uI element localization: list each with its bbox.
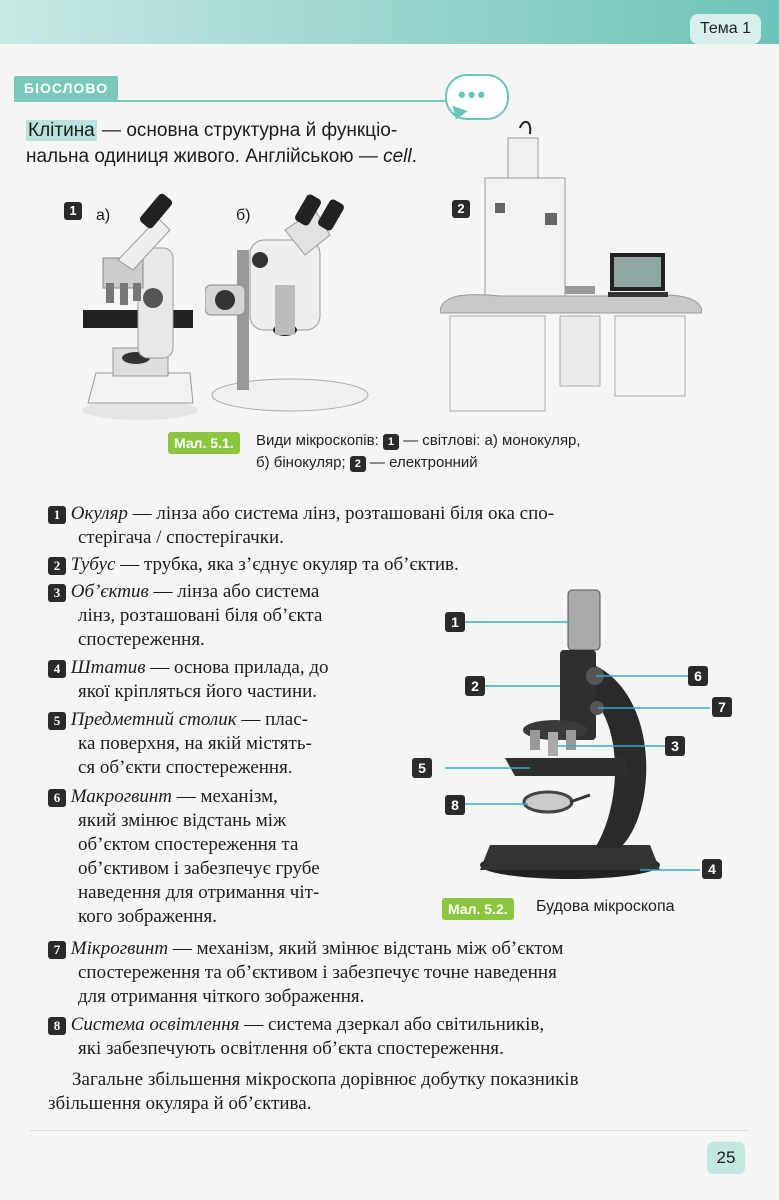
part-item-8 [48,1013,738,1061]
part-badge: 1 [48,506,66,524]
label-b: б) [236,207,251,224]
part-item-2 [48,553,728,577]
binocular-microscope-image [205,190,375,415]
part-term: Макрогвинт [70,786,173,807]
caption2-text-b: — електронний [365,454,478,471]
part-term: Окуляр [70,503,128,524]
part-text: ка поверхня, на якій містять- [78,733,312,754]
figure1-caption [256,430,696,474]
caption1-text-b: — світлові: а) монокуляр, [398,432,581,449]
definition-text-1: — основна структурна й функціо- [96,120,398,141]
part-item-5 [48,708,408,780]
part-term: Штатив [70,657,146,678]
structure-label-5: 5 [412,758,432,778]
part-text: — система дзеркал або світильників, [239,1014,545,1035]
part-item-4 [48,656,408,704]
part-text: об’єктивом і забезпечує грубе [78,858,320,879]
part-text: об’єктом спостереження та [78,834,299,855]
structure-label-7: 7 [712,697,732,717]
page-number: 25 [707,1142,745,1174]
part-text: які забезпечують освітлення об’єкта спостереження. [78,1038,504,1059]
structure-label-8: 8 [445,795,465,815]
caption1-text-a: Види мікроскопів: [256,432,383,449]
part-badge: 3 [48,584,66,602]
part-term: Об’єктив [70,581,149,602]
part-text: якої кріпляться його частини. [78,681,318,702]
part-text: — лінза або система лінз, розташовані біля ока спо- [127,503,555,524]
summary-line-1: Загальне збільшення мікроскопа дорівнює добутку показників [72,1069,579,1090]
part-text: стерігача / спостерігачки. [78,527,284,548]
part-badge: 8 [48,1017,66,1035]
structure-label-4: 4 [702,859,722,879]
definition-period: . [411,146,417,167]
label-a: а) [96,207,111,224]
microscope-structure-image [420,580,760,890]
footer-divider [30,1130,749,1131]
part-badge: 5 [48,712,66,730]
part-item-7 [48,937,738,1009]
definition-term: Клітина [28,120,95,141]
bioslovo-divider [14,100,474,102]
figure2-caption-tag: Мал. 5.2. [442,898,514,920]
part-badge: 4 [48,660,66,678]
part-text: ся об’єкти спостереження. [78,757,293,778]
electron-microscope-image [440,118,702,418]
top-band [0,0,779,44]
ellipsis-icon: ••• [458,82,488,107]
structure-label-2: 2 [465,676,485,696]
part-text: наведення для отримання чіт- [78,882,320,903]
summary-line-2: збільшення окуляра й об’єктива. [48,1093,312,1114]
figure-badge-1: 1 [64,202,82,220]
part-text: — трубка, яка з’єднує окуляр та об’єктив. [115,554,459,575]
part-badge: 6 [48,789,66,807]
part-text: кого зображення. [78,906,217,927]
caption2-text-a: б) бінокуляр; [256,454,350,471]
part-text: для отримання чіткого зображення. [78,986,365,1007]
part-text: — механізм, [172,786,278,807]
bioslovo-tag: БІОСЛОВО [14,76,118,100]
monocular-microscope-image [78,188,203,423]
part-item-1 [48,502,728,550]
part-text: — основа прилада, до [145,657,329,678]
part-term: Предметний столик [70,709,237,730]
part-badge: 2 [48,557,66,575]
figure-badge-2: 2 [452,200,470,218]
part-term: Система освітлення [70,1014,240,1035]
caption-badge-2: 2 [350,456,366,472]
definition-text-2: нальна одиниця живого. Англійською — [26,146,384,167]
part-text: лінз, розташовані біля об’єкта [78,605,323,626]
part-text: спостереження та об’єктивом і забезпечує точне наведення [78,962,557,983]
structure-label-1: 1 [445,612,465,632]
structure-label-6: 6 [688,666,708,686]
part-item-6 [48,785,408,929]
bioslovo-definition [26,118,466,170]
part-text: — лінза або система [148,581,320,602]
part-term: Мікрогвинт [70,938,169,959]
figure1-caption-tag: Мал. 5.1. [168,432,240,454]
part-badge: 7 [48,941,66,959]
theme-label: Тема 1 [690,14,761,44]
summary-paragraph [48,1068,748,1116]
english-word: cell [383,146,412,167]
part-text: — плас- [236,709,308,730]
structure-label-3: 3 [665,736,685,756]
part-text: спостереження. [78,629,205,650]
part-term: Тубус [70,554,116,575]
part-text: — механізм, який змінює відстань між об’єктом [168,938,564,959]
part-item-3 [48,580,408,652]
part-text: який змінює відстань між [78,810,287,831]
caption-badge-1: 1 [383,434,399,450]
figure2-caption: Будова мікроскопа [536,898,675,915]
